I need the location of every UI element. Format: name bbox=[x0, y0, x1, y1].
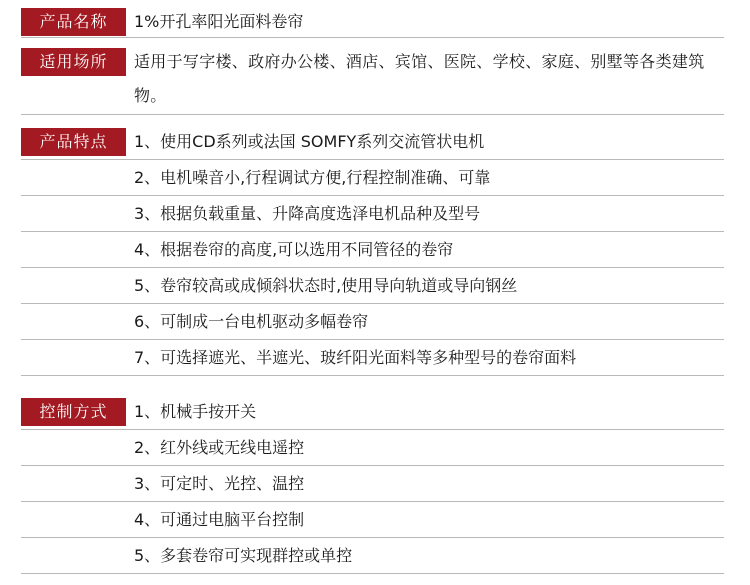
row-divider bbox=[21, 465, 724, 466]
spec-row: 7、可选择遮光、半遮光、玻纤阳光面料等多种型号的卷帘面料 bbox=[134, 348, 577, 367]
spec-row: 5、多套卷帘可实现群控或单控 bbox=[134, 546, 353, 565]
spec-row: 1、机械手按开关 bbox=[134, 402, 257, 421]
row-divider bbox=[21, 195, 724, 196]
spec-row: 1%开孔率阳光面料卷帘 bbox=[134, 12, 304, 31]
spec-row: 2、电机噪音小,行程调试方便,行程控制准确、可靠 bbox=[134, 168, 491, 187]
row-divider bbox=[21, 339, 724, 340]
row-divider bbox=[21, 114, 724, 115]
row-divider bbox=[21, 159, 724, 160]
row-divider bbox=[21, 573, 724, 574]
spec-row: 3、根据负载重量、升降高度选泽电机品种及型号 bbox=[134, 204, 481, 223]
spec-row: 6、可制成一台电机驱动多幅卷帘 bbox=[134, 312, 369, 331]
spec-row: 4、根据卷帘的高度,可以选用不同管径的卷帘 bbox=[134, 240, 454, 259]
row-divider bbox=[21, 37, 724, 38]
row-divider bbox=[21, 537, 724, 538]
spec-row: 适用于写字楼、政府办公楼、酒店、宾馆、医院、学校、家庭、别墅等各类建筑物。 bbox=[134, 52, 705, 105]
row-divider bbox=[21, 375, 724, 376]
spec-row: 1、使用CD系列或法国 SOMFY系列交流管状电机 bbox=[134, 132, 485, 151]
row-divider bbox=[21, 303, 724, 304]
spec-row: 2、红外线或无线电遥控 bbox=[134, 438, 305, 457]
section-label: 控制方式 bbox=[21, 398, 126, 426]
spec-row: 4、可通过电脑平台控制 bbox=[134, 510, 305, 529]
section-label: 产品名称 bbox=[21, 8, 126, 36]
row-divider bbox=[21, 267, 724, 268]
section-label: 适用场所 bbox=[21, 48, 126, 76]
spec-row: 3、可定时、光控、温控 bbox=[134, 474, 305, 493]
row-divider bbox=[21, 501, 724, 502]
row-divider bbox=[21, 429, 724, 430]
row-divider bbox=[21, 231, 724, 232]
section-label: 产品特点 bbox=[21, 128, 126, 156]
spec-row: 5、卷帘较高或成倾斜状态时,使用导向轨道或导向钢丝 bbox=[134, 276, 518, 295]
